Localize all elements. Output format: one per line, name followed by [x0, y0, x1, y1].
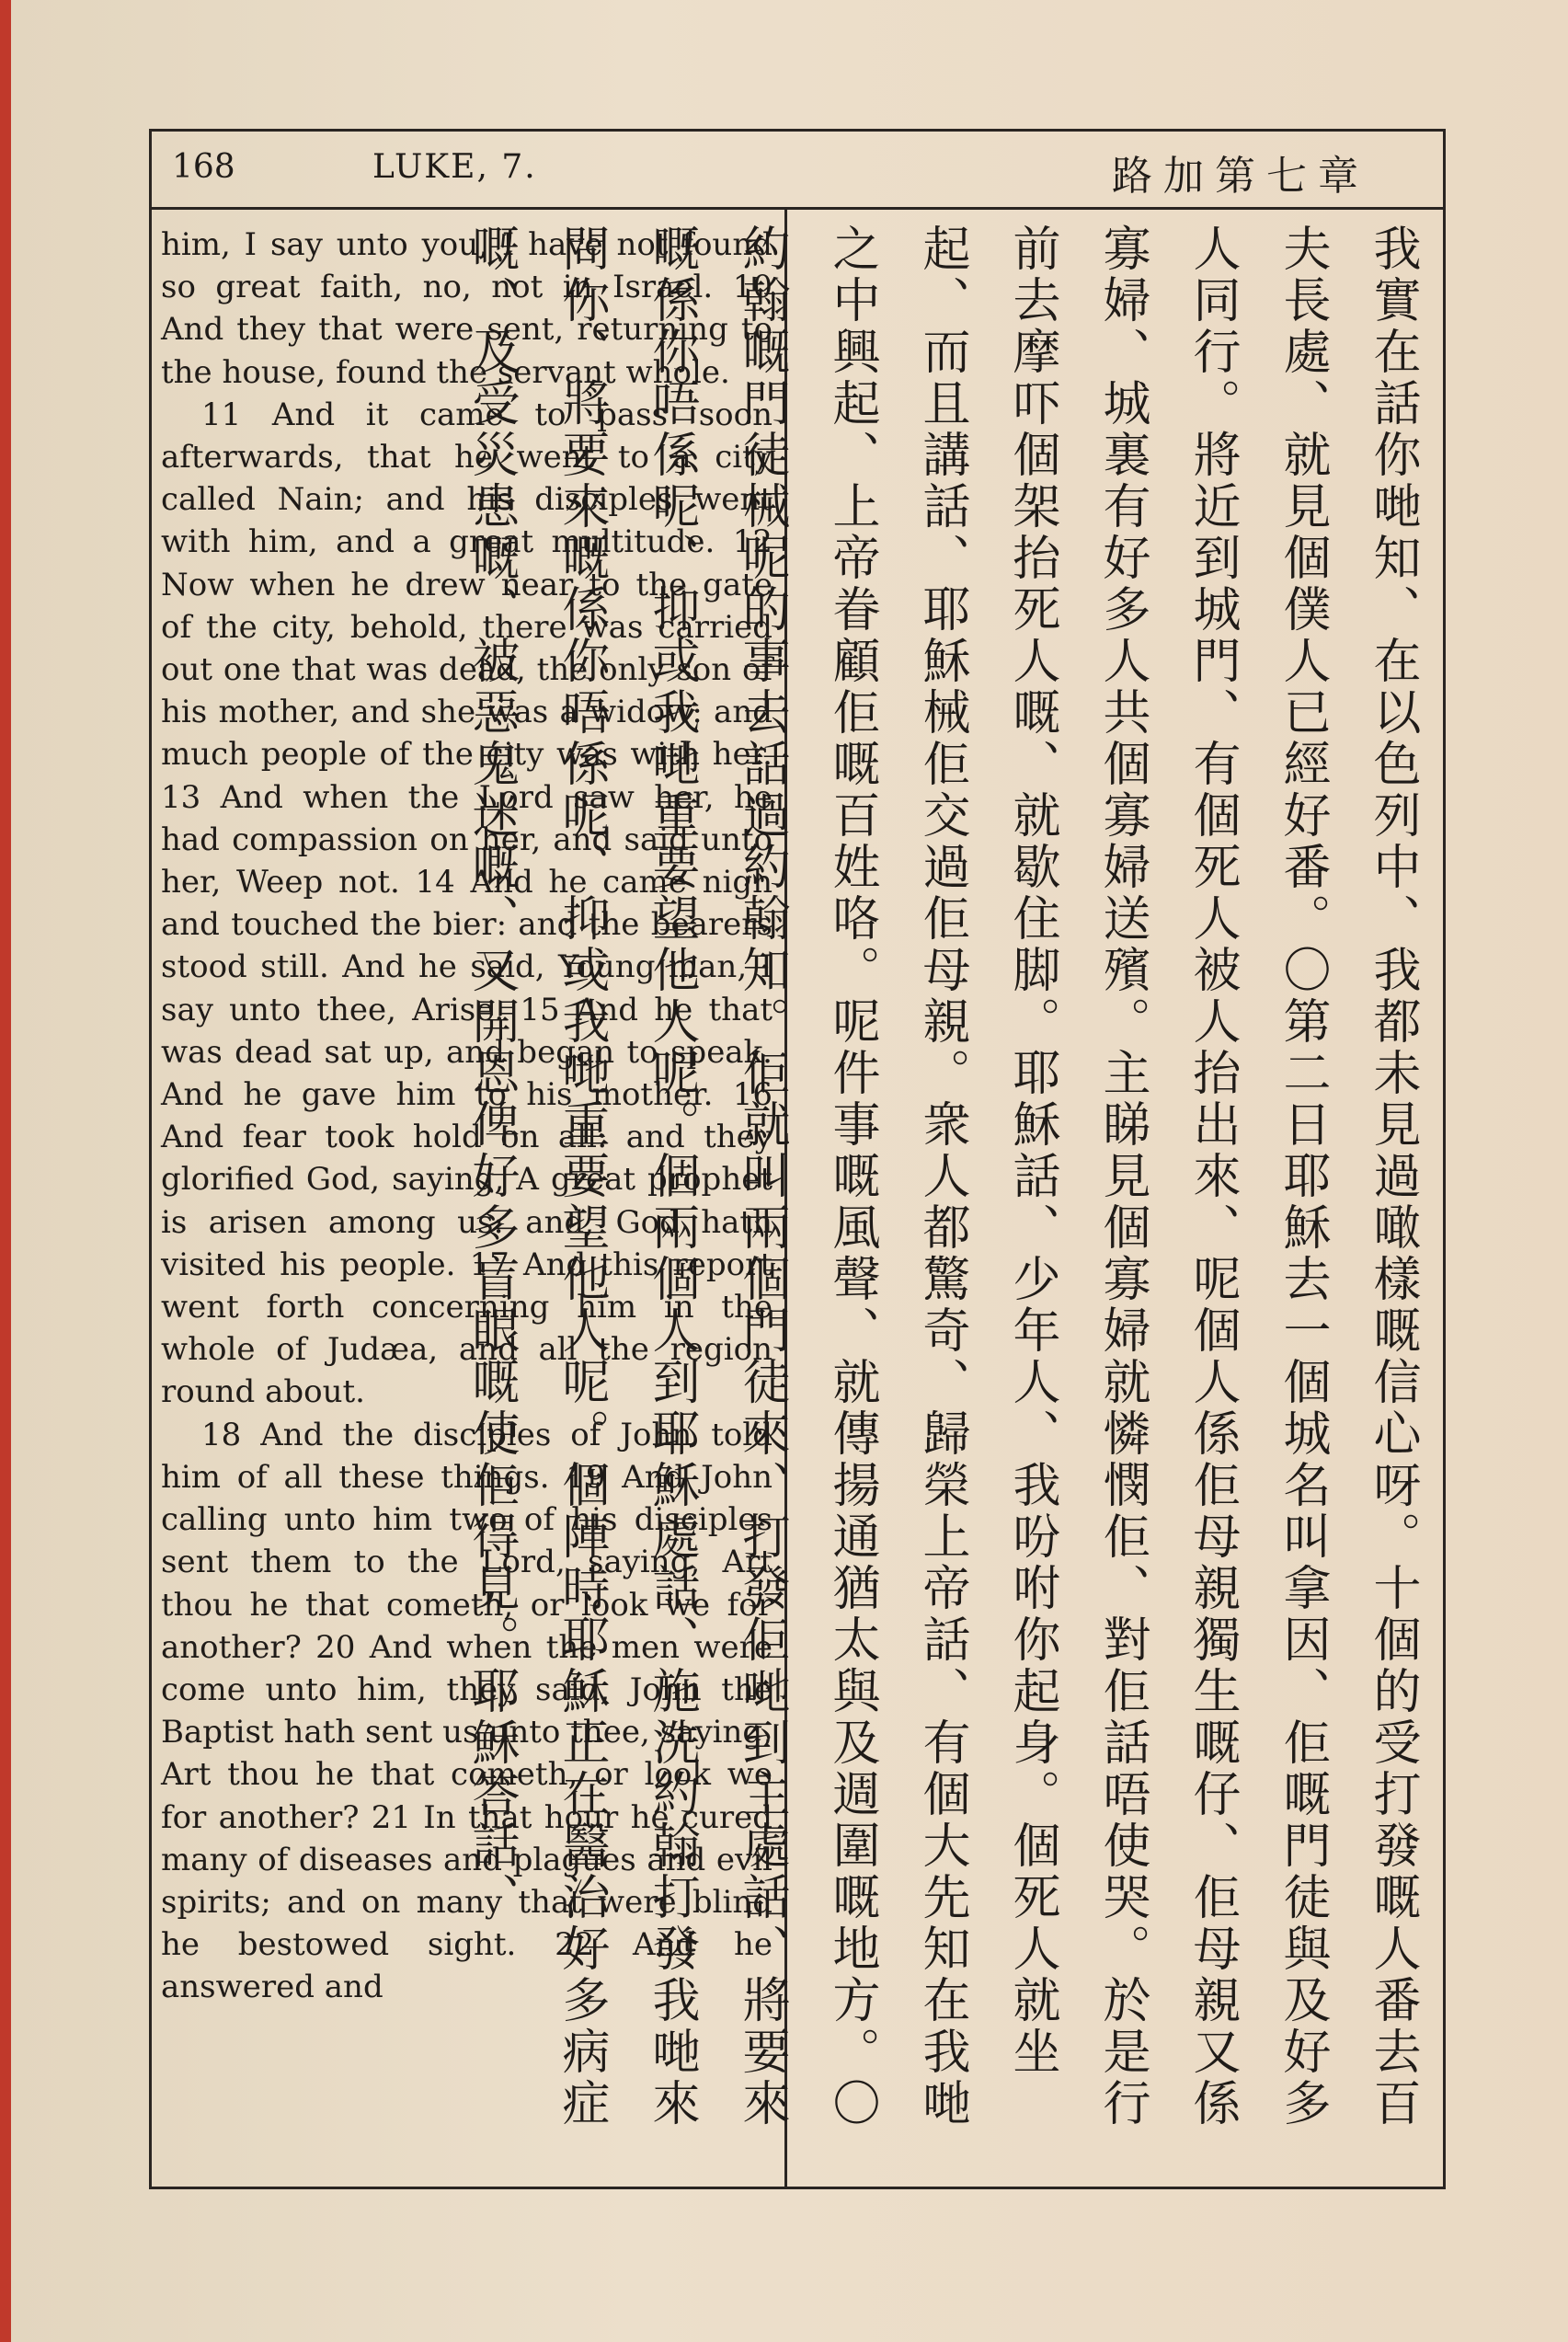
running-head: LUKE, 7. [372, 148, 537, 186]
book-edge [0, 0, 11, 2342]
book-page [11, 0, 1568, 2342]
chinese-text: 我實在話你哋知、在以色列中、我都未見過噉樣嘅信心呀。十個的受打發嘅人番去百夫長處、就見個僕人已經好番。〇第二日耶穌去一個城名叫拿因、佢嘅門徒與及好多人同行。將近到城門、有個死人被人抬出來、呢個人係佢母親獨生嘅仔、佢母親又係寡婦、城裏有好多人共個寡婦送殯。主睇見個寡婦就憐憫佢、對佢話唔使哭。於是行前去摩吓個架抬死人嘅、就歇住脚。耶穌話、少年人、我吩咐你起身。個死人就坐起、而且講話、耶穌械佢交過佢母親。衆人都驚奇、歸榮上帝話、有個大先知在我哋之中興起、上帝眷顧佢嘅百姓咯。呢件事嘅風聲、就傳揚通猶太與及週圍嘅地方。〇約翰嘅門徒械呢的事去話過約翰知。佢就叫兩個門徒來、打發佢哋到主處話、將要來嘅係你唔係呢、抑或我哋重要望他人呢。個兩個人到耶穌處話、施洗約翰打發我哋來問你、將要來嘅係你唔係呢、抑或我哋重要望他人呢。個陣時耶穌正在醫治好多病症嘅、及受災患嘅、被惡鬼迷嘅、又開恩俾好多盲眼嘅使佢得見。耶穌答話、 [464, 224, 1420, 2130]
page-number: 168 [172, 148, 235, 186]
english-paragraph-1: him, I say unto you, I have not found so great faith, no, not in Israel. 10 And they that were sent, returning to the house, found the servant whole. [161, 226, 773, 391]
chinese-running-head: 路加第七章 [1112, 153, 1369, 200]
english-paragraph-2: 11 And it came to pass soon afterwards, that he went to a city called Nain; and his disciples went with him, and a great multitude. 12 Now when he drew near to the gate of the city, behold, there was carried out one that was dead, the only son of his mother, and she was a widow: and much people of the city was with her. 13 And when the Lord saw her, he had compassion on her, and said unto her, Weep not. 14 And he came nigh and touched the bier: and the bearers stood still. And he said, Young man, I say unto thee, Arise. 15 And he that was dead sat up, and began to speak. And he gave him to his mother. 16 And fear took hold on all: and they glorified God, saying, A great prophet is arisen among us: and, God hath visited his people. 17 And this report went forth concerning him in the whole of Judæa, and all the region round about. [161, 396, 773, 1411]
text-frame [149, 129, 1446, 2189]
page-header [152, 132, 1443, 210]
english-paragraph-3: 18 And the disciples of John told him of all these things. 19 And John calling unto him two of his disciples sent them to the Lord, saying, Art thou he that cometh, or look we for another? 20 And when the men were come unto him, they said, John the Baptist hath sent us unto thee, saying, Art thou he that cometh, or look we for another? 21 In that hour he cured many of diseases and plagues and evil spirits; and on many that were blind he bestowed sight. 22 And he answered and [161, 1416, 773, 2006]
